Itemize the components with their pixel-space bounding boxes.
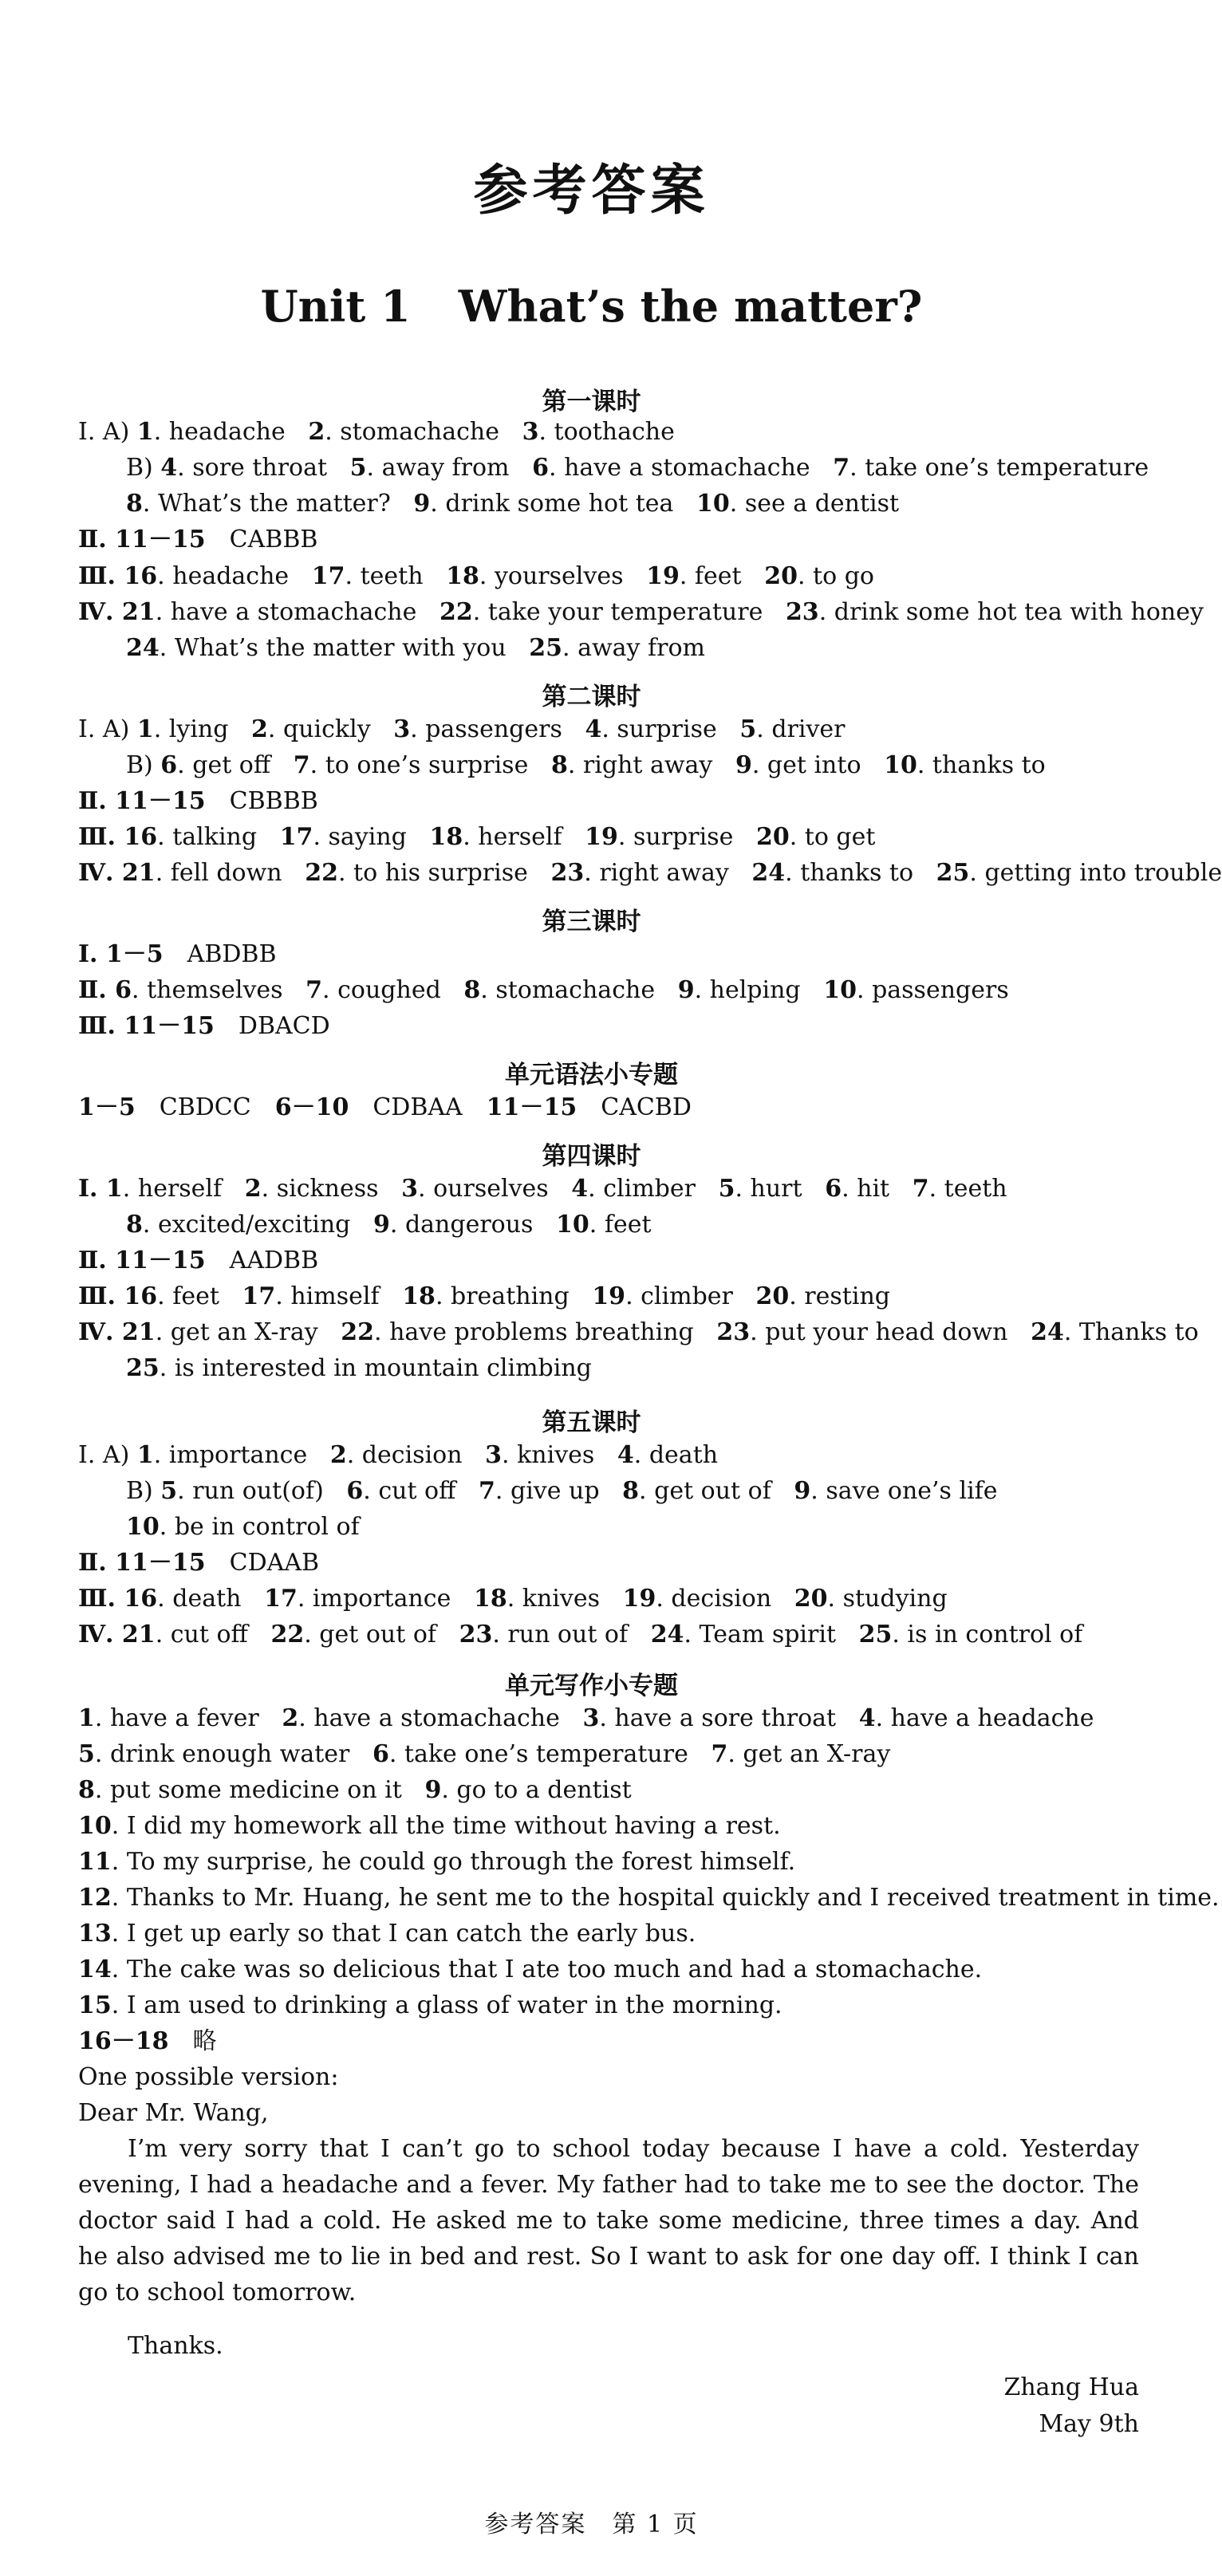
answer-line: 12. Thanks to Mr. Huang, he sent me to the hospital quickly and I received treatment in time.: [78, 1884, 1220, 1912]
section-heading-lesson-1: 第一课时: [542, 388, 641, 416]
answer-line: 14. The cake was so delicious that I ate too much and had a stomachache.: [78, 1956, 983, 1983]
answer-line: Ⅳ. 21. fell down 22. to his surprise 23. right away 24. thanks to 25. getting into trouble: [78, 859, 1222, 887]
answer-line: Ⅰ. A) 1. headache 2. stomachache 3. toothache: [78, 418, 675, 446]
answer-line: 15. I am used to drinking a glass of water in the morning.: [78, 1991, 782, 2019]
answer-line: Ⅰ. A) 1. lying 2. quickly 3. passengers 4. surprise 5. driver: [78, 715, 846, 743]
answer-line: Ⅰ. 1－5 ABDBB: [78, 940, 277, 968]
answer-line: Ⅱ. 11－15 CBBBB: [78, 787, 318, 815]
answer-line: Ⅳ. 21. have a stomachache 22. take your temperature 23. drink some hot tea with honey: [78, 598, 1204, 626]
letter-date: May 9th: [1039, 2410, 1139, 2438]
answer-line: Ⅳ. 21. get an X-ray 22. have problems breathing 23. put your head down 24. Thanks to: [78, 1318, 1199, 1346]
section-heading-lesson-5: 第五课时: [542, 1408, 641, 1437]
letter-closing: Thanks.: [128, 2332, 223, 2360]
answer-line: One possible version:: [78, 2063, 339, 2091]
answer-line: 13. I get up early so that I can catch the early bus.: [78, 1920, 696, 1948]
answer-line: B) 5. run out(of) 6. cut off 7. give up 8. get out of 9. save one’s life: [126, 1477, 998, 1505]
answer-line: Ⅱ. 6. themselves 7. coughed 8. stomachache 9. helping 10. passengers: [78, 976, 1009, 1004]
page-title: 参考答案: [473, 159, 710, 223]
answer-line: 10. I did my homework all the time without having a rest.: [78, 1812, 781, 1840]
letter-signature: Zhang Hua: [1003, 2373, 1139, 2401]
section-heading-writing: 单元写作小专题: [505, 1672, 678, 1700]
page-footer: 参考答案 第 1 页: [484, 2511, 699, 2539]
unit-title: [0, 281, 1183, 332]
answer-line: Ⅰ. A) 1. importance 2. decision 3. knives 4. death: [78, 1441, 719, 1469]
unit-name: What’s the matter?: [458, 281, 923, 332]
answer-line: 10. be in control of: [126, 1513, 360, 1541]
answer-line: Ⅳ. 21. cut off 22. get out of 23. run out of 24. Team spirit 25. is in control of: [78, 1621, 1083, 1648]
letter-body: I’m very sorry that I can’t go to school today because I have a cold. Yesterday evening, I had a headache and a fever. My father had to take me to see the doctor. The doctor said I had a cold. He asked me to take some medicine, three times a day. And he also advised me to lie in bed and rest. So I want to ask for one day off. I think I can go to school tomorrow.: [78, 2135, 1139, 2306]
answer-line: 11. To my surprise, he could go through the forest himself.: [78, 1848, 796, 1876]
answer-line: Ⅲ. 16. talking 17. saying 18. herself 19. surprise 20. to get: [78, 823, 876, 851]
answer-line: Ⅲ. 16. headache 17. teeth 18. yourselves 19. feet 20. to go: [78, 562, 874, 590]
section-heading-lesson-2: 第二课时: [542, 683, 641, 711]
answer-line: Ⅲ. 16. feet 17. himself 18. breathing 19. climber 20. resting: [78, 1282, 890, 1310]
answer-line: B) 4. sore throat 5. away from 6. have a stomachache 7. take one’s temperature: [126, 454, 1149, 482]
answer-line: B) 6. get off 7. to one’s surprise 8. right away 9. get into 10. thanks to: [126, 751, 1046, 779]
answer-line: 25. is interested in mountain climbing: [126, 1354, 592, 1382]
unit-number: Unit 1: [260, 281, 411, 332]
answer-line: Ⅱ. 11－15 AADBB: [78, 1247, 319, 1274]
section-heading-lesson-4: 第四课时: [542, 1142, 641, 1171]
answer-line: Ⅱ. 11－15 CDAAB: [78, 1549, 320, 1577]
answer-line: Ⅲ. 16. death 17. importance 18. knives 19. decision 20. studying: [78, 1585, 948, 1613]
answer-line: 5. drink enough water 6. take one’s temperature 7. get an X-ray: [78, 1740, 891, 1768]
answer-line: 1－5 CBDCC 6－10 CDBAA 11－15 CACBD: [78, 1093, 692, 1121]
section-heading-grammar: 单元语法小专题: [505, 1061, 678, 1089]
section-heading-lesson-3: 第三课时: [542, 908, 641, 936]
answer-line: 16－18 略: [78, 2027, 217, 2055]
answer-line: 1. have a fever 2. have a stomachache 3. have a sore throat 4. have a headache: [78, 1704, 1094, 1732]
letter-greeting: Dear Mr. Wang,: [78, 2099, 269, 2127]
answer-line: 8. put some medicine on it 9. go to a dentist: [78, 1776, 632, 1804]
answer-line: Ⅲ. 11－15 DBACD: [78, 1012, 330, 1040]
answer-line: Ⅰ. 1. herself 2. sickness 3. ourselves 4. climber 5. hurt 6. hit 7. teeth: [78, 1175, 1007, 1203]
answer-line: 24. What’s the matter with you 25. away from: [126, 634, 705, 662]
answer-line: Ⅱ. 11－15 CABBB: [78, 526, 318, 553]
answer-line: 8. excited/exciting 9. dangerous 10. feet: [126, 1211, 652, 1239]
answer-line: 8. What’s the matter? 9. drink some hot tea 10. see a dentist: [126, 490, 900, 518]
